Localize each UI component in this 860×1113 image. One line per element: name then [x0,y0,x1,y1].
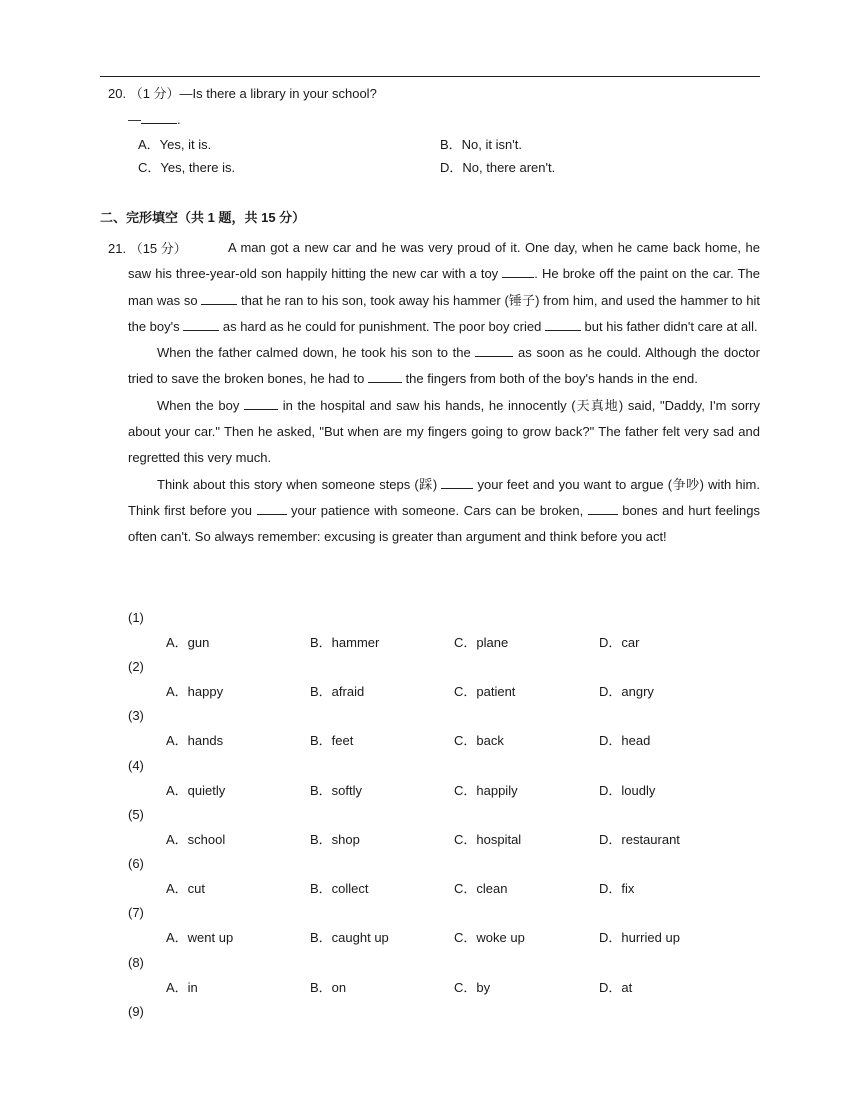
blank-10 [588,502,618,515]
option-c[interactable]: C．patient [454,684,516,699]
option-c[interactable]: C．plane [454,635,509,650]
section-title-part: 二、完形填空（共 [100,210,208,225]
q20-option-a[interactable] [138,136,211,154]
option-d[interactable]: D．head [599,733,651,748]
cloze-passage [128,235,760,551]
option-letter: D． [440,160,463,175]
option-c[interactable]: C．happily [454,783,518,798]
blank-7 [244,397,278,410]
passage-paragraph-2 [128,340,760,393]
text-run: your feet and you want to argue (争吵) with him. Think first before you [128,476,760,518]
subquestion-label: (3) [128,708,144,723]
subquestion-label: (9) [128,1004,144,1019]
question-number: 20. [108,86,127,101]
option-b[interactable]: B．afraid [310,684,365,699]
text-run: that he ran to his son, took away his hammer (锤子) from him, and used the hammer to hit the boy's [128,292,760,334]
option-b[interactable]: B．on [310,980,347,995]
q20-option-c[interactable] [138,159,235,177]
option-b[interactable]: B．softly [310,783,363,798]
option-c[interactable]: C．woke up [454,930,525,945]
option-a[interactable]: A．school [166,832,226,847]
option-b[interactable]: B．feet [310,733,354,748]
section-title-part: 15 [261,210,276,225]
option-text: No, it isn't. [461,137,522,152]
text-run: A man got a new car and he was very proud of it. One day, when he came back home, he saw his three-year-old son happily hitting the new car with a toy [128,240,760,282]
option-c[interactable]: C．clean [454,881,508,896]
text-run: When the boy [157,397,245,413]
passage-paragraph-4 [128,472,760,551]
blank-1 [502,265,534,278]
option-b[interactable]: B．collect [310,881,369,896]
option-d[interactable]: D．at [599,980,633,995]
subquestion-label: (1) [128,610,144,625]
option-d[interactable]: D．hurried up [599,930,680,945]
subquestion-label: (4) [128,758,144,773]
subquestion-label: (7) [128,905,144,920]
text-run: but his father didn't care at all. [580,318,758,334]
option-c[interactable]: C．hospital [454,832,522,847]
blank-9 [257,502,287,515]
subquestion-label: (5) [128,807,144,822]
text-run: Think about this story when someone steps (踩) [157,476,442,492]
option-d[interactable]: D．car [599,635,640,650]
section-title-part: 1 [207,210,215,225]
option-d[interactable]: D．restaurant [599,832,680,847]
text-run: as soon as he could. Although the doctor tried to save the broken bones, he had to [128,345,760,387]
option-text: Yes, it is. [159,137,212,152]
question-score: （1 分） [129,86,180,101]
option-a[interactable]: A．happy [166,684,224,699]
option-a[interactable]: A．cut [166,881,206,896]
section-title-part: 题，共 [214,210,262,225]
question-text: —Is there a library in your school? [179,86,377,101]
header-rule [100,76,760,77]
section-title [100,209,305,227]
answer-blank [141,111,177,124]
blank-6 [368,370,402,383]
blank-4 [545,318,581,331]
blank-5 [475,344,513,357]
question-20-stem [108,85,377,103]
option-d[interactable]: D．loudly [599,783,656,798]
q20-option-b[interactable] [440,136,522,154]
text-run: the fingers from both of the boy's hands in the end. [401,371,698,387]
passage-paragraph-3 [128,393,760,472]
option-text: Yes, there is. [160,160,236,175]
subquestion-label: (6) [128,856,144,871]
blank-8 [441,476,473,489]
subquestion-label: (8) [128,955,144,970]
text-run: your patience with someone. Cars can be broken, [286,502,588,518]
question-number: 21. [108,241,127,256]
option-text: No, there aren't. [462,160,556,175]
option-b[interactable]: B．caught up [310,930,389,945]
option-a[interactable]: A．in [166,980,198,995]
blank-2 [201,292,237,305]
dash: — [128,112,141,127]
option-a[interactable]: A．gun [166,635,210,650]
period: . [177,112,181,127]
text-run: bones and hurt feelings often can't. So always remember: excusing is greater than argument and think before you act! [128,502,760,545]
q20-option-d[interactable] [440,159,555,177]
subquestion-label: (2) [128,659,144,674]
question-20-answer-line [128,111,181,129]
text-run: in the hospital and saw his hands, he innocently (天真地) said, "Daddy, I'm sorry about your car." Then he asked, "But when are my fingers going to grow back?" The father felt very sad and regretted this very much. [128,397,760,466]
text-run: When the father calmed down, he took his son to the [157,345,476,361]
option-letter: C． [138,160,161,175]
question-score: （15 分） [129,241,187,256]
option-d[interactable]: D．angry [599,684,654,699]
option-d[interactable]: D．fix [599,881,635,896]
option-b[interactable]: B．hammer [310,635,380,650]
text-run: as hard as he could for punishment. The poor boy cried [219,318,545,334]
option-a[interactable]: A．went up [166,930,234,945]
option-letter: B． [440,137,462,152]
option-c[interactable]: C．back [454,733,504,748]
option-letter: A． [138,137,160,152]
option-b[interactable]: B．shop [310,832,360,847]
option-c[interactable]: C．by [454,980,491,995]
section-title-part: 分） [275,210,306,225]
text-run: . He broke off the paint on the car. The man was so [128,266,760,308]
option-a[interactable]: A．quietly [166,783,226,798]
blank-3 [183,318,219,331]
passage-paragraph-1 [128,235,760,340]
option-a[interactable]: A．hands [166,733,224,748]
